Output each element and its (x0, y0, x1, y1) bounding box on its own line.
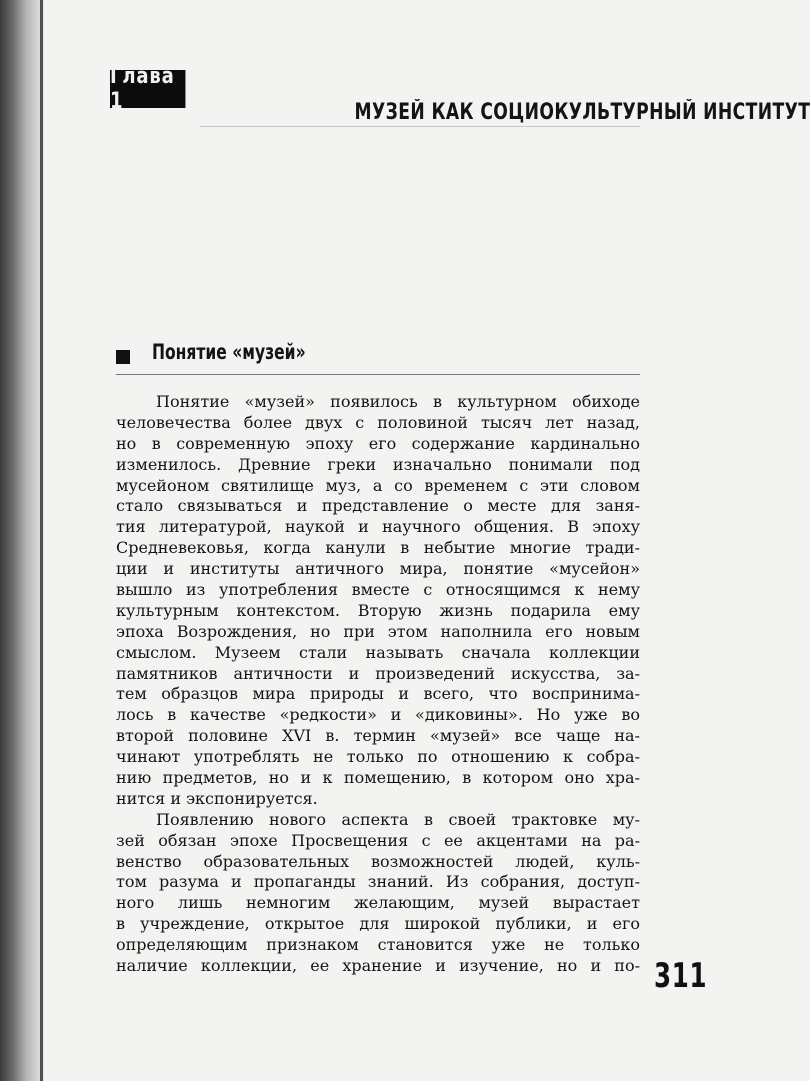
text-line: венство образовательных возможностей людей, куль- (116, 851, 640, 871)
paragraph-1 (116, 392, 640, 810)
text-line: определяющим признаком становится уже не только (116, 935, 640, 955)
page-number: 311 (654, 956, 708, 996)
text-line: ного лишь немногим желающим, музей вырастает (116, 893, 640, 913)
text-line: зей обязан эпохе Просвещения с ее акцентами на ра- (116, 830, 640, 850)
text-line: изменилось. Древние греки изначально понимали под (116, 454, 640, 474)
text-line: наличие коллекции, ее хранение и изучение, но и по- (116, 956, 640, 976)
chapter-label: Глава 1 (110, 70, 185, 108)
text-line: эпоха Возрождения, но при этом наполнила его новым (116, 621, 640, 641)
text-line: смыслом. Музеем стали называть сначала коллекции (116, 642, 640, 662)
text-line: Средневековья, когда канули в небытие многие тради- (116, 538, 640, 558)
text-line: в учреждение, открытое для широкой публики, и его (116, 914, 640, 934)
text-line: тем образцов мира природы и всего, что воспринима- (116, 684, 640, 704)
chapter-title (226, 100, 810, 125)
text-line: тия литературой, наукой и научного общения. В эпоху (116, 517, 640, 537)
text-line: вышло из употребления вместе с относящимся к нему (116, 580, 640, 600)
text-line: том разума и пропаганды знаний. Из собрания, доступ- (116, 872, 640, 892)
text-line: Появлению нового аспекта в своей трактовке му- (156, 809, 640, 829)
text-line: ции и институты античного мира, понятие «мусейон» (116, 559, 640, 579)
section-bullet-square (116, 350, 130, 364)
text-line: чинают употреблять не только по отношению к собра- (116, 747, 640, 767)
text-line: культурным контекстом. Вторую жизнь подарила ему (116, 600, 640, 620)
section-header (116, 340, 640, 375)
book-spine-shadow (0, 0, 44, 1081)
text-line: но в современную эпоху его содержание кардинально (116, 433, 640, 453)
text-line: стало связываться и представление о месте для заня- (116, 496, 640, 516)
chapter-title-rule (200, 126, 640, 127)
book-gutter-line (40, 0, 43, 1081)
text-line: Понятие «музей» появилось в культурном обиходе (156, 392, 640, 411)
paragraph-2 (116, 810, 640, 977)
text-line: лось в качестве «редкости» и «диковины». Но уже во (116, 705, 640, 725)
text-line: человечества более двух с половиной тысяч лет назад, (116, 412, 640, 432)
text-line: второй половине XVI в. термин «музей» все чаще на- (116, 726, 640, 746)
section-title: Понятие «музей» (152, 340, 306, 364)
text-line: памятников античности и произведений искусства, за- (116, 663, 640, 683)
text-line: нится и экспонируется. (116, 788, 318, 808)
text-line: нию предметов, но и к помещению, в котором оно хра- (116, 768, 640, 788)
chapter-title-text: МУЗЕЙ КАК СОЦИОКУЛЬТУРНЫЙ ИНСТИТУТ (354, 100, 810, 125)
body-text (116, 392, 640, 977)
text-line: мусейоном святилище муз, а со временем с эти словом (116, 475, 640, 495)
